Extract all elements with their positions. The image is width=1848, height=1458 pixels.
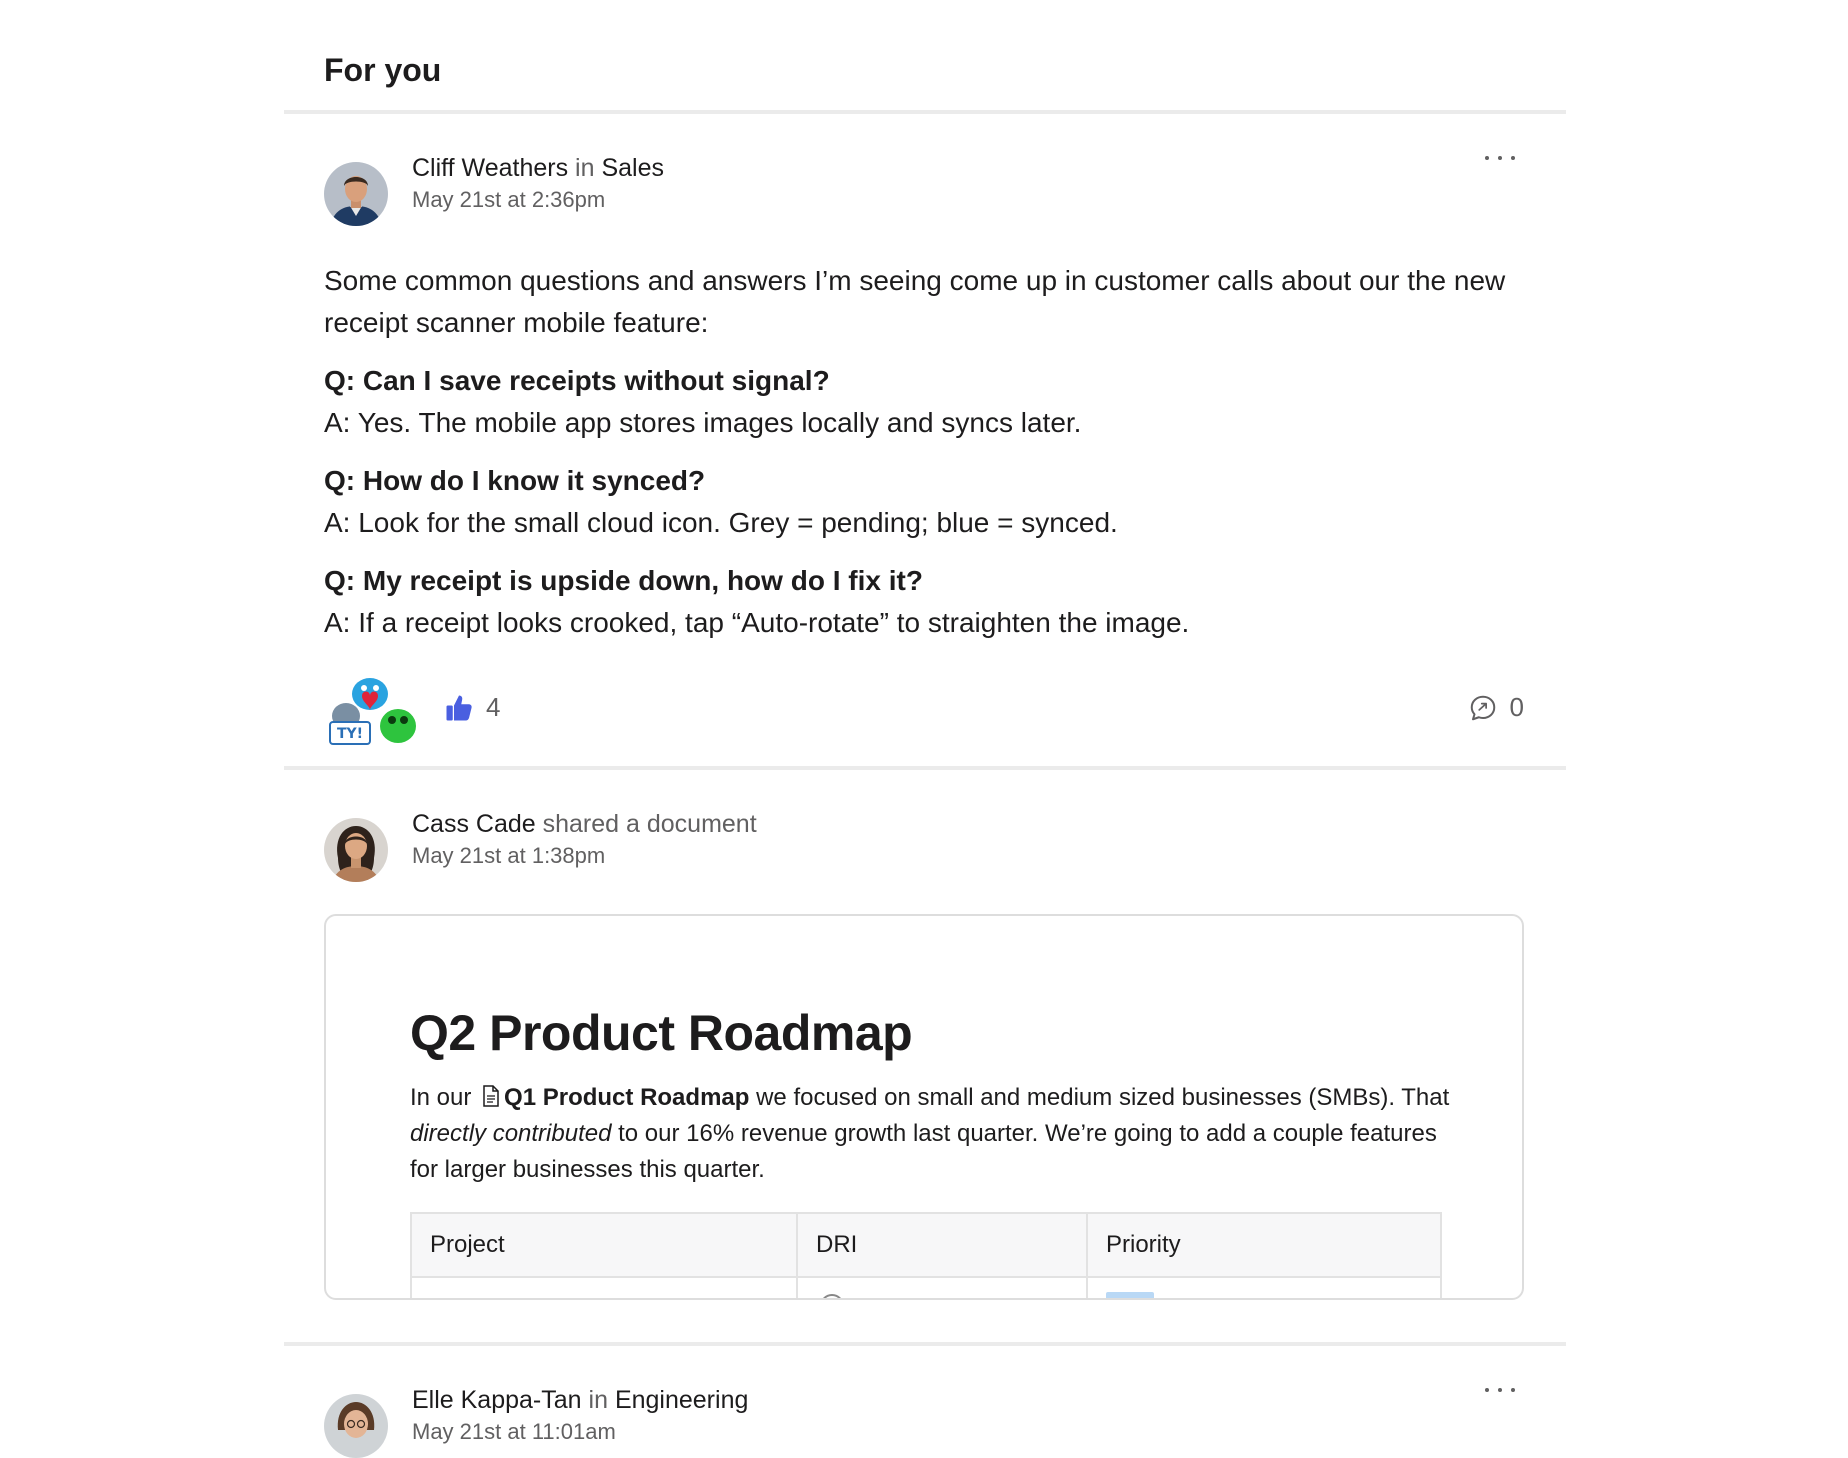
dot-icon bbox=[1498, 1388, 1502, 1392]
author-name[interactable]: Cliff Weathers bbox=[412, 154, 569, 182]
comment-bubble-icon bbox=[1468, 693, 1498, 723]
post-action-text: shared a document bbox=[542, 810, 757, 838]
answer: A: Look for the small cloud icon. Grey = pending; blue = synced. bbox=[324, 507, 1118, 538]
table-cell bbox=[1087, 1277, 1441, 1300]
timestamp[interactable]: May 21st at 2:36pm bbox=[412, 187, 606, 212]
post-intro: Some common questions and answers I’m seeing come up in customer calls about our the new receipt scanner mobile feature: bbox=[324, 265, 1506, 338]
qa-item bbox=[324, 360, 1524, 444]
table-header-cell: DRI bbox=[797, 1213, 1087, 1277]
question: Q: Can I save receipts without signal? bbox=[324, 365, 830, 396]
answer: A: Yes. The mobile app stores images locally and syncs later. bbox=[324, 407, 1082, 438]
dot-icon bbox=[1485, 156, 1489, 160]
thank-you-sticker-icon bbox=[324, 670, 420, 750]
thumbs-up-icon bbox=[444, 693, 474, 723]
feed-post bbox=[284, 114, 1566, 770]
question: Q: How do I know it synced? bbox=[324, 465, 706, 496]
feed bbox=[284, 0, 1566, 1450]
document-table bbox=[410, 1212, 1442, 1300]
like-count: 4 bbox=[486, 692, 501, 722]
author-name[interactable]: Cass Cade bbox=[412, 810, 536, 838]
document-icon bbox=[482, 1085, 500, 1107]
author-line bbox=[412, 1386, 748, 1415]
author-line bbox=[412, 154, 664, 183]
timestamp[interactable]: May 21st at 11:01am bbox=[412, 1419, 616, 1444]
sticker-text: TY! bbox=[336, 726, 364, 742]
feed-header bbox=[284, 0, 1566, 114]
timestamp[interactable]: May 21st at 1:38pm bbox=[412, 843, 606, 868]
qa-item bbox=[324, 560, 1524, 644]
dot-icon bbox=[1485, 1388, 1489, 1392]
avatar[interactable] bbox=[324, 818, 388, 882]
page-title: For you bbox=[324, 52, 442, 88]
document-preview-card[interactable] bbox=[324, 914, 1524, 1300]
table-header-row bbox=[411, 1213, 1441, 1277]
dot-icon bbox=[1511, 156, 1515, 160]
answer: A: If a receipt looks crooked, tap “Auto-rotate” to straighten the image. bbox=[324, 607, 1190, 638]
dot-icon bbox=[1511, 1388, 1515, 1392]
channel-name[interactable]: Engineering bbox=[614, 1386, 749, 1414]
more-options-button[interactable] bbox=[1482, 1378, 1518, 1402]
dot-icon bbox=[1498, 156, 1502, 160]
avatar[interactable] bbox=[324, 162, 388, 226]
document-title: Q2 Product Roadmap bbox=[410, 1005, 913, 1061]
document-paragraph bbox=[410, 1080, 1450, 1188]
avatar[interactable] bbox=[324, 1394, 388, 1458]
more-options-button[interactable] bbox=[1482, 146, 1518, 170]
author-line bbox=[412, 810, 757, 839]
comment-count: 0 bbox=[1509, 692, 1524, 722]
table-header-cell: Priority bbox=[1087, 1213, 1441, 1277]
doc-text: to our 16% revenue growth last quarter. We’re going to add a couple features for larger businesses this quarter. bbox=[410, 1120, 1437, 1183]
priority-chip bbox=[1106, 1292, 1154, 1300]
like-reaction-button[interactable] bbox=[444, 692, 500, 723]
table-header-cell: Project bbox=[411, 1213, 797, 1277]
author-connector: in bbox=[575, 154, 595, 182]
doc-text: In our bbox=[410, 1084, 472, 1111]
feed-post bbox=[284, 770, 1566, 1346]
table-row bbox=[411, 1277, 1441, 1300]
author-name[interactable]: Elle Kappa-Tan bbox=[412, 1386, 582, 1414]
channel-name[interactable]: Sales bbox=[601, 154, 665, 182]
feed-post bbox=[284, 1346, 1566, 1450]
doc-text: we focused on small and medium sized businesses (SMBs). That bbox=[749, 1084, 1450, 1111]
dri-avatar bbox=[820, 1294, 844, 1300]
qa-item bbox=[324, 460, 1524, 544]
table-cell bbox=[411, 1277, 797, 1300]
doc-emphasis: directly contributed bbox=[410, 1120, 612, 1147]
document-link[interactable]: Q1 Product Roadmap bbox=[504, 1084, 750, 1111]
question: Q: My receipt is upside down, how do I fix it? bbox=[324, 565, 923, 596]
comment-button[interactable] bbox=[1468, 692, 1524, 723]
table-cell bbox=[797, 1277, 1087, 1300]
post-body bbox=[324, 260, 1524, 660]
reactions-bar bbox=[324, 670, 1524, 750]
author-connector: in bbox=[588, 1386, 608, 1414]
